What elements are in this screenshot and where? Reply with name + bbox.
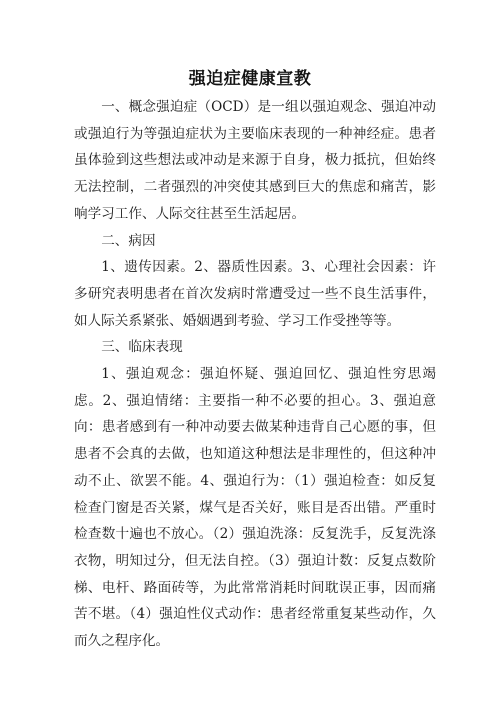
document-body <box>74 94 436 655</box>
heading-etiology: 二、病因 <box>101 232 156 249</box>
document-title: 强迫症健康宣教 <box>188 69 312 89</box>
paragraph-clinical-manifestations: 1、强迫观念：强迫怀疑、强迫回忆、强迫性穷思竭虑。2、强迫情绪：主要指一种不必要的担心。3、强迫意向：患者感到有一种冲动要去做某种违背自己心愿的事，但患者不会真的去做，也知道这种想法是非理性的，但这种冲动不止、欲罢不能。4、强迫行为：（1）强迫检查：如反复检查门窗是否关紧，煤气是否关好，账目是否出错。严重时检查数十遍也不放心。（2）强迫洗涤：反复洗手，反复洗涤衣物，明知过分，但无法自控。（3）强迫计数：反复点数阶梯、电杆、路面砖等，为此常常消耗时间耽误正事，因而痛苦不堪。（4）强迫性仪式动作：患者经常重复某些动作，久而久之程序化。 <box>74 366 436 650</box>
paragraph-concept: 一、概念强迫症（OCD）是一组以强迫观念、强迫冲动或强迫行为等强迫症状为主要临床表现的一种神经症。患者虽体验到这些想法或冲动是来源于自身，极力抵抗，但始终无法控制，二者强烈的冲突使其感到巨大的焦虑和痛苦，影响学习工作、人际交往甚至生活起居。 <box>74 99 436 222</box>
paragraph-etiology: 1、遗传因素。2、器质性因素。3、心理社会因素：许多研究表明患者在首次发病时常遭受过一些不良生活事件，如人际关系紧张、婚姻遇到考验、学习工作受挫等等。 <box>74 259 436 329</box>
heading-clinical-manifestations: 三、临床表现 <box>101 339 183 356</box>
